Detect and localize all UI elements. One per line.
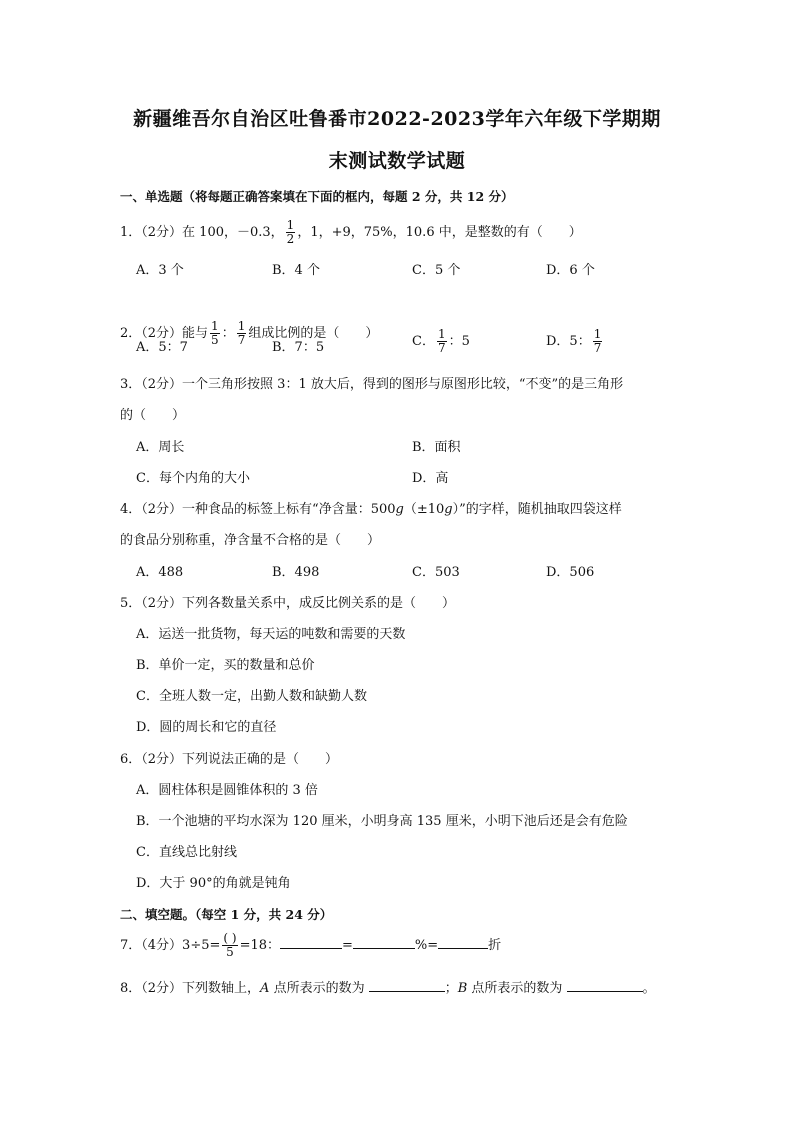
question-3-line-2: 的（ ）: [120, 408, 186, 423]
q2-option-c[interactable]: C． $\frac{1}{7}$ ：5: [412, 327, 470, 355]
q6-option-d[interactable]: D．大于 90°的角就是钝角: [136, 876, 291, 891]
q1-option-a[interactable]: A．3 个: [136, 263, 184, 278]
q3-option-b[interactable]: B．面积: [412, 440, 461, 455]
question-8: 8．（2分）下列数轴上，A 点所表示的数为 ；B 点所表示的数为 。: [120, 981, 656, 996]
fraction: $\frac{1}{7}$: [593, 327, 602, 355]
question-2: 2．（2分）能与 $\frac{1}{5}$ ： $\frac{1}{7}$ 组成比例的是（ ）: [120, 319, 379, 347]
q3-option-d[interactable]: D．高: [412, 471, 449, 486]
fraction: $\frac{1}{7}$: [437, 327, 446, 355]
title-line-1: 新疆维吾尔自治区吐鲁番市2022-2023学年六年级下学期期: [133, 108, 661, 130]
q2-option-d[interactable]: D．5： $\frac{1}{7}$: [546, 327, 602, 355]
answer-blank[interactable]: [567, 979, 643, 992]
title-line-2: 末测试数学试题: [328, 150, 466, 172]
answer-blank[interactable]: [369, 979, 445, 992]
q1-option-b[interactable]: B．4 个: [272, 263, 320, 278]
q6-option-c[interactable]: C．直线总比射线: [136, 845, 237, 860]
q4-option-b[interactable]: B．498: [272, 565, 320, 580]
fraction: $\frac{1}{5}$: [211, 319, 219, 347]
section-1-heading: 一、单选题（将每题正确答案填在下面的框内，每题 2 分，共 12 分）: [120, 189, 514, 204]
q3-option-c[interactable]: C．每个内角的大小: [136, 471, 250, 486]
question-5: 5．（2分）下列各数量关系中，成反比例关系的是（ ）: [120, 596, 456, 611]
question-7: 7．（4分）3÷5= $\frac{( )}{5}$ =18： = %= 折: [120, 931, 502, 959]
answer-blank[interactable]: [280, 936, 342, 949]
answer-blank[interactable]: [438, 936, 488, 949]
fraction: $\frac{1}{2}$: [286, 218, 295, 246]
q4-option-a[interactable]: A．488: [136, 565, 184, 580]
q5-option-b[interactable]: B．单价一定，买的数量和总价: [136, 658, 315, 673]
q6-option-b[interactable]: B．一个池塘的平均水深为 120 厘米，小明身高 135 厘米，小明下池后还是会有危险: [136, 814, 628, 829]
q4-option-c[interactable]: C．503: [412, 565, 460, 580]
question-1: 1．（2分）在 100，－0.3， $\frac{1}{2}$ ，1，+9，75%，10.6 中，是整数的有（ ）: [120, 218, 582, 246]
question-6: 6．（2分）下列说法正确的是（ ）: [120, 752, 339, 767]
q5-option-d[interactable]: D．圆的周长和它的直径: [136, 720, 277, 735]
q2-option-b[interactable]: B．7：5: [272, 340, 325, 355]
q1-option-d[interactable]: D．6 个: [546, 263, 595, 278]
fraction: $\frac{1}{7}$: [237, 319, 246, 347]
section-2-heading: 二、填空题。（每空 1 分，共 24 分）: [120, 907, 333, 922]
q5-option-a[interactable]: A．运送一批货物，每天运的吨数和需要的天数: [136, 627, 406, 642]
q3-option-a[interactable]: A．周长: [136, 440, 185, 455]
question-3-line-1: 3．（2分）一个三角形按照 3：1 放大后，得到的图形与原图形比较，“不变”的是三角形: [120, 377, 624, 392]
fraction: $\frac{( )}{5}$: [223, 931, 237, 959]
q1-option-c[interactable]: C．5 个: [412, 263, 461, 278]
q6-option-a[interactable]: A．圆柱体积是圆锥体积的 3 倍: [136, 783, 318, 798]
q5-option-c[interactable]: C．全班人数一定，出勤人数和缺勤人数: [136, 689, 367, 704]
q2-option-a[interactable]: A．5：7: [136, 340, 188, 355]
question-4-line-1: 4．（2分）一种食品的标签上标有“净含量：500g（±10g）”的字样，随机抽取四袋这样: [120, 502, 622, 517]
q4-option-d[interactable]: D．506: [546, 565, 595, 580]
question-4-line-2: 的食品分别称重，净含量不合格的是（ ）: [120, 533, 381, 548]
answer-blank[interactable]: [353, 936, 415, 949]
